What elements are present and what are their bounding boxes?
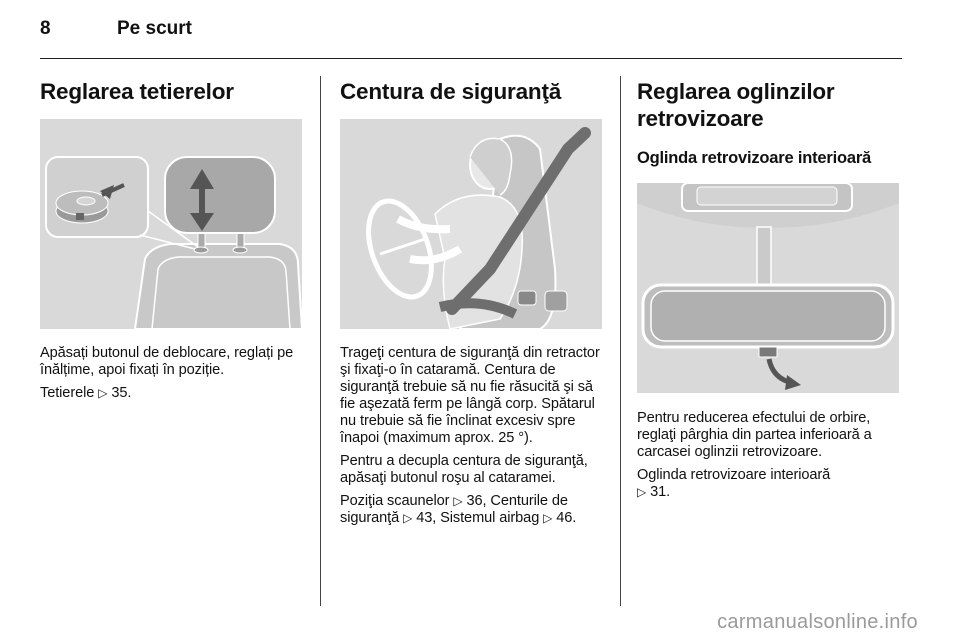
seatbelt-drawing: [340, 119, 602, 329]
headrest-instructions: Apăsați butonul de deblocare, reglați pe înălțime, apoi fixați în poziție.: [40, 345, 294, 378]
mirror-reference: Oglinda retrovizoare interioară ▷ 31.: [637, 467, 831, 500]
headrest-column: [40, 72, 305, 408]
mirror-subheading: Oglinda retrovizoare interioară: [637, 149, 872, 167]
headrest-drawing: [40, 119, 302, 329]
mirror-page-ref[interactable]: 31.: [646, 484, 671, 500]
column-divider-2: [620, 76, 621, 606]
mirror-column: [637, 72, 902, 507]
seatbelt-column: [340, 72, 605, 533]
mirror-instructions: Pentru reducerea efectului de orbire, reglaţi pârghia din partea inferioară a carcasei oglinzii retrovizoare.: [637, 410, 872, 460]
page-ref-arrow-icon: ▷: [98, 386, 108, 400]
headrest-reference: Tetierele ▷ 35.: [40, 385, 132, 401]
seatbelt-instructions: Trageţi centura de siguranţă din retractor şi fixaţi-o în cataramă. Centura de siguranţă trebuie să nu fie răsucită şi să fie aşezată ferm pe lângă corp. Spătarul nu trebuie să fie înclinat excesiv spre înapoi (maximum aprox. 25 °).: [340, 345, 600, 446]
page-number: 8: [40, 18, 51, 39]
seatbelt-references: Poziţia scaunelor ▷ 36, Centurile de siguranţă ▷ 43, Sistemul airbag ▷ 46.: [340, 493, 577, 526]
watermark: carmanualsonline.info: [717, 611, 918, 633]
seat-position-page-ref[interactable]: 36, Centurile de siguranţă: [340, 493, 568, 526]
header-rule: [40, 58, 902, 59]
running-head-title: Pe scurt: [117, 18, 192, 39]
page-ref-arrow-icon: ▷: [453, 494, 463, 508]
seatbelt-heading: Centura de siguranţă: [340, 79, 562, 104]
headrest-heading: Reglarea tetierelor: [40, 79, 234, 104]
seatbelt-illustration: [340, 119, 602, 329]
mirror-drawing: [637, 183, 899, 393]
mirror-heading: Reglarea oglinzilor retrovizoare: [637, 79, 835, 131]
column-divider-1: [320, 76, 321, 606]
headrest-illustration: [40, 119, 302, 329]
page-ref-arrow-icon: ▷: [543, 511, 553, 525]
page-ref-arrow-icon: ▷: [403, 511, 413, 525]
seatbelts-page-ref[interactable]: 43, Sistemul airbag: [412, 510, 544, 526]
page-ref-arrow-icon: ▷: [637, 485, 647, 499]
headrest-page-ref[interactable]: 35.: [107, 385, 132, 401]
seatbelt-unbuckle-instructions: Pentru a decupla centura de siguranţă, apăsaţi butonul roşu al cataramei.: [340, 453, 588, 486]
mirror-illustration: [637, 183, 899, 393]
airbag-page-ref[interactable]: 46.: [552, 510, 577, 526]
